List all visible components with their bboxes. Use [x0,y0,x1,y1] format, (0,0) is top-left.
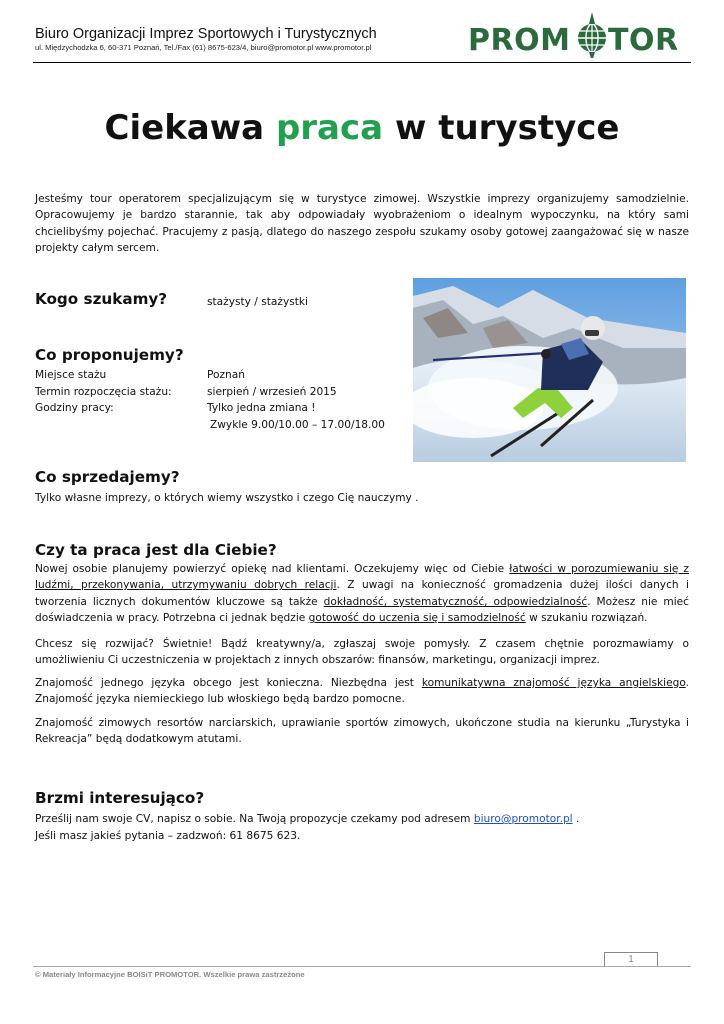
promotor-logo [468,12,690,58]
page-title [0,108,724,148]
title-part3: w turystyce [383,108,620,148]
logo-text-right: TOR [608,23,679,58]
contact-line1-text-b: . [572,813,580,825]
fit-p3-underline: komunikatywna znajomość języka angielskiego [421,677,686,689]
offer-hours-detail: Zwykle 9.00/10.00 – 17.00/18.00 [210,419,385,431]
offer-value-start: sierpień / wrzesień 2015 [207,386,337,398]
fit-p1-text-a: Nowej osobie planujemy powierzyć opiekę nad klientami. Oczekujemy więc od Ciebie [35,563,510,575]
org-address: ul. Międzychodzka 6, 60-371 Poznań, Tel./Fax (61) 8675-623/4, biuro@promotor.pl www.promotor.pl [35,43,372,52]
fit-paragraph-3 [35,675,689,708]
fit-p1-text-d: w szukaniu rozwiązań. [525,612,648,625]
sell-text: Tylko własne imprezy, o których wiemy wszystko i czego Cię nauczymy . [35,492,419,504]
fit-p1-underline-3: gotowość do uczenia się i samodzielność [308,612,526,625]
title-highlight: praca [275,108,384,148]
who-value: stażysty / stażystki [207,296,308,308]
sell-heading: Co sprzedajemy? [35,468,180,486]
offer-heading: Co proponujemy? [35,346,184,364]
fit-paragraph-4: Znajomość zimowych resortów narciarskich, uprawianie sportów zimowych, ukończone studia na kierunku „Turystyka i Rekreacja” będą dodatkowym atutami. [35,717,689,746]
title-part1: Ciekawa [104,108,276,148]
fit-p1-text-b: . Z uwagi na konieczność gromadzenia dużej ilości danych i tworzenia licznych dokumentów kluczowe są także [35,579,689,608]
offer-label-start: Termin rozpoczęcia stażu: [35,386,172,398]
globe-icon [578,12,606,58]
fit-p1-underline-2: dokładność, systematyczność, odpowiedzialność [323,595,588,608]
fit-paragraph-2: Chcesz się rozwijać? Świetnie! Bądź kreatywny/a, zgłaszaj swoje pomysły. Z czasem chętnie porozmawiamy o umożliwieniu Ci uczestniczenia w projektach z innych obszarów: finansów, marketingu, organizacji imprez. [35,638,689,667]
offer-label-hours: Godziny pracy: [35,402,114,414]
contact-line-2: Jeśli masz jakieś pytania – zadzwoń: 61 8675 623. [35,830,301,842]
contact-heading: Brzmi interesująco? [35,789,205,807]
org-name: Biuro Organizacji Imprez Sportowych i Turystycznych [35,26,377,42]
page-number: 1 [604,952,658,967]
fit-p3-text-b: . Znajomość języka niemieckiego lub włoskiego będą bardzo pomocne. [35,677,689,706]
intro-paragraph: Jesteśmy tour operatorem specjalizującym się w turystyce zimowej. Wszystkie imprezy organizujemy samodzielnie. Opracowujemy je bardzo starannie, tak aby odpowiadały wyobrażeniom o idealnym wypoczynku, na który sami chcielibyśmy pojechać. Pracujemy z pasją, dlatego do naszego zespołu szukamy osoby gotowej zaangażować się w nasze projekty całym sercem. [35,193,689,255]
offer-value-place: Poznań [207,369,245,381]
skier-photo [413,278,686,462]
fit-p1-underline-1: łatwości w porozumiewaniu się z ludźmi, przekonywania, utrzymywaniu dobrych relacji [35,563,689,592]
fit-p3-text-a: Znajomość jednego języka obcego jest konieczna. Niezbędna jest [35,677,422,689]
header-divider [33,62,691,63]
fit-p1-text-c: . Możesz nie mieć doświadczenia w pracy. Potrzebna ci jednak będzie [35,595,689,625]
logo-text-left: PROM [468,23,571,58]
who-heading: Kogo szukamy? [35,290,168,308]
contact-line-1 [35,811,579,827]
fit-paragraph-1 [35,561,689,627]
fit-heading: Czy ta praca jest dla Ciebie? [35,541,277,559]
footer-copyright: © Materiały Informacyjne BOISiT PROMOTOR. Wszelkie prawa zastrzeżone [35,970,305,979]
offer-value-hours: Tylko jedna zmiana ! [207,402,316,414]
footer-divider [33,966,691,967]
contact-line1-text-a: Prześlij nam swoje CV, napisz o sobie. Na Twoją propozycje czekamy pod adresem [35,813,474,825]
offer-label-place: Miejsce stażu [35,369,107,381]
email-link[interactable]: biuro@promotor.pl [473,813,573,825]
